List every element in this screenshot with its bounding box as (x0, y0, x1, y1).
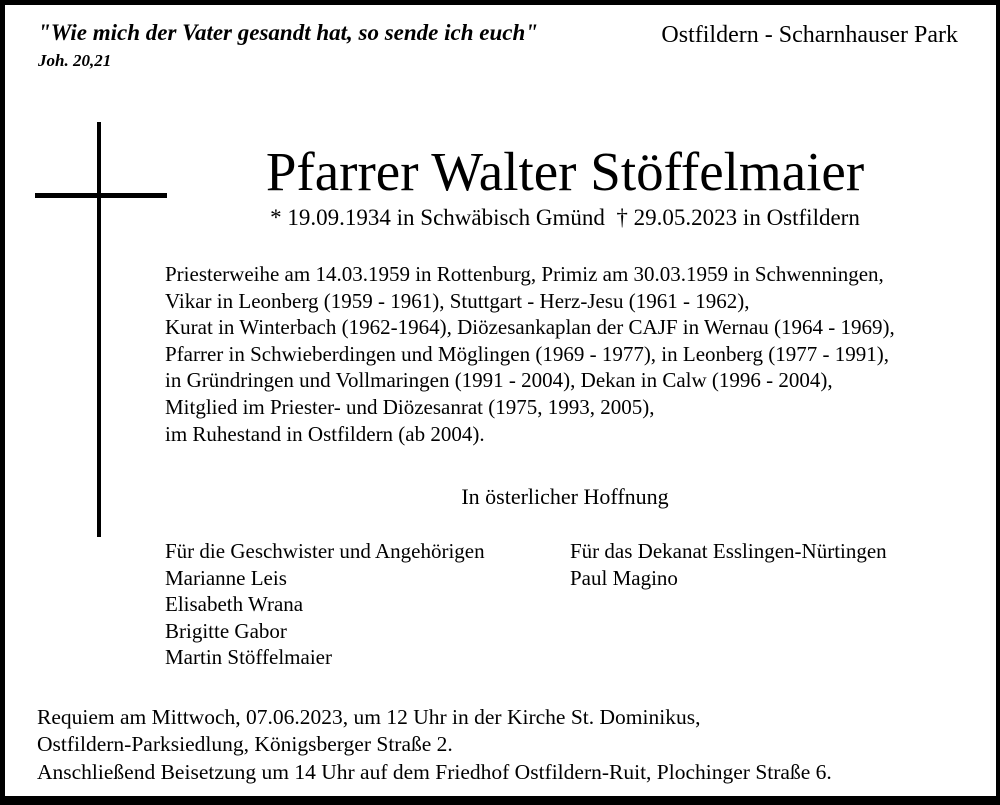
biography-line: Kurat in Winterbach (1962-1964), Diözesankaplan der CAJF in Wernau (1964 - 1969), (165, 315, 895, 340)
biography-line: Vikar in Leonberg (1959 - 1961), Stuttgart - Herz-Jesu (1961 - 1962), (165, 288, 750, 313)
mourner-name: Marianne Leis (165, 565, 287, 590)
funeral-line: Anschließend Beisetzung um 14 Uhr auf dem Friedhof Ostfildern-Ruit, Plochinger Straße 6. (37, 759, 832, 784)
mourners-family-column (165, 538, 485, 671)
condolence-phrase: In österlicher Hoffnung (461, 484, 669, 509)
deceased-name-heading: Pfarrer Walter Stöffelmaier (265, 141, 865, 202)
mourners-dekanat-column (570, 538, 887, 591)
biography-line: Pfarrer in Schwieberdingen und Möglingen (1969 - 1977), in Leonberg (1977 - 1991), (165, 341, 889, 366)
biography-line: im Ruhestand in Ostfildern (ab 2004). (165, 421, 485, 446)
biography-line: Priesterweihe am 14.03.1959 in Rottenburg, Primiz am 30.03.1959 in Schwenningen, (165, 262, 884, 286)
biography-line: in Gründringen und Vollmaringen (1991 - 2004), Dekan in Calw (1996 - 2004), (165, 368, 833, 393)
mourners-dekanat-heading: Für das Dekanat Esslingen-Nürtingen (570, 539, 887, 563)
life-dates: * 19.09.1934 in Schwäbisch Gmünd † 29.05.2023 in Ostfildern (270, 205, 860, 230)
bible-quote: "Wie mich der Vater gesandt hat, so sende ich euch" (38, 20, 539, 45)
cross-horizontal-bar (35, 193, 167, 198)
region-label: Ostfildern - Scharnhauser Park (661, 22, 958, 48)
mourner-name: Martin Stöffelmaier (165, 645, 332, 670)
mourner-name: Brigitte Gabor (165, 618, 287, 643)
funeral-information (37, 704, 832, 786)
funeral-line: Requiem am Mittwoch, 07.06.2023, um 12 Uhr in der Kirche St. Dominikus, (37, 705, 701, 729)
mourner-name: Paul Magino (570, 565, 678, 590)
funeral-line: Ostfildern-Parksiedlung, Königsberger Straße 2. (37, 732, 453, 757)
bible-quote-reference: Joh. 20,21 (38, 51, 112, 70)
biography-line: Mitglied im Priester- und Diözesanrat (1975, 1993, 2005), (165, 394, 655, 419)
biography-paragraph (165, 261, 895, 447)
mourner-name: Elisabeth Wrana (165, 592, 304, 617)
cross-vertical-bar (97, 122, 101, 537)
mourners-family-heading: Für die Geschwister und Angehörigen (165, 539, 485, 563)
